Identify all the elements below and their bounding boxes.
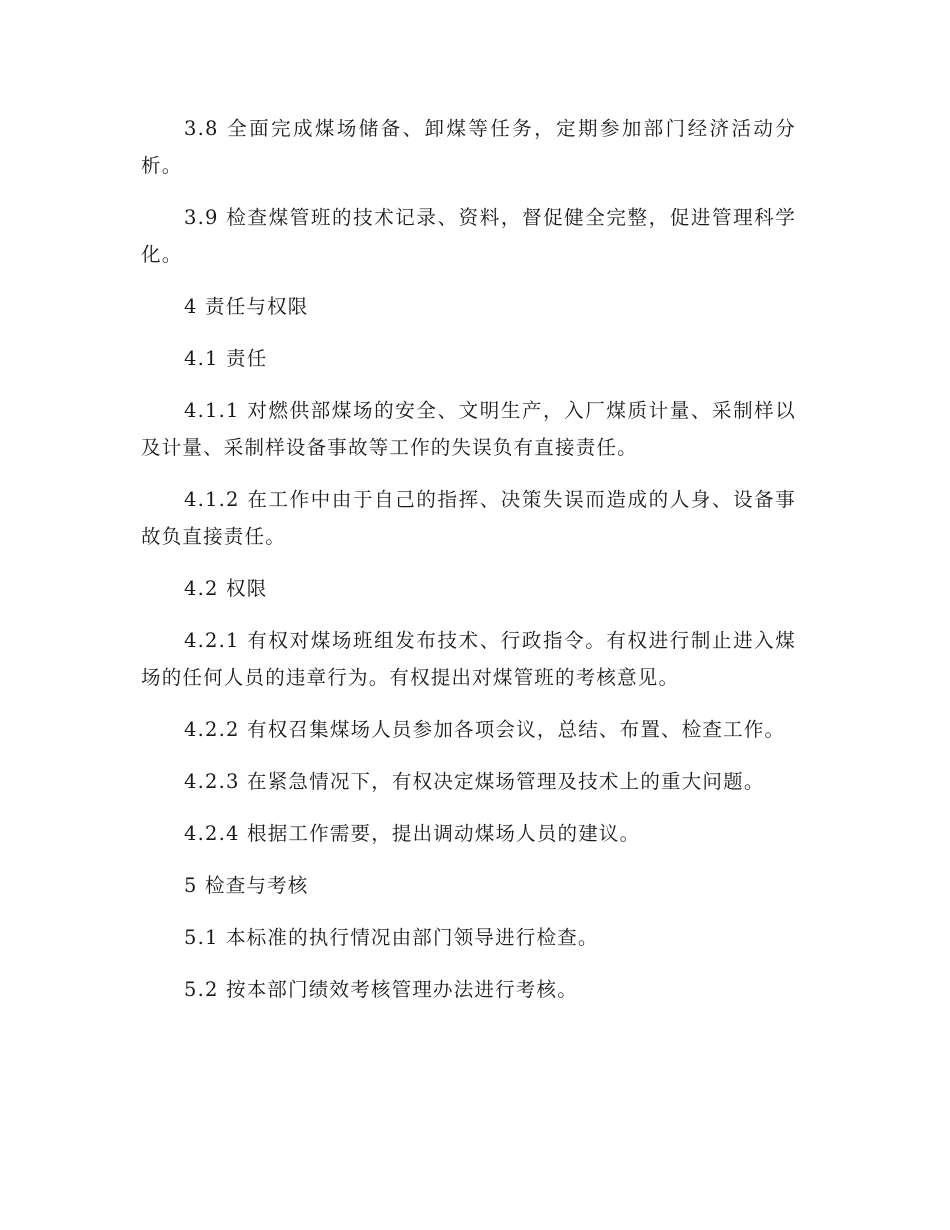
paragraph-5-2: 5.2 按本部门绩效考核管理办法进行考核。: [184, 978, 578, 1001]
subsection-heading-4-1: 4.1 责任: [184, 347, 268, 370]
paragraph-4-2-1: 4.2.1 有权对煤场班组发布技术、行政指令。有权进行制止进入煤场的任何人员的违章行为。有权提出对煤管班的考核意见。: [141, 629, 796, 689]
paragraph-3-8: 3.8 全面完成煤场储备、卸煤等任务，定期参加部门经济活动分析。: [141, 117, 796, 177]
paragraph-4-1-2: 4.1.2 在工作中由于自己的指挥、决策失误而造成的人身、设备事故负直接责任。: [141, 488, 796, 548]
document-body: [141, 110, 796, 1023]
paragraph-4-1-1: 4.1.1 对燃供部煤场的安全、文明生产，入厂煤质计量、采制样以及计量、采制样设备事故等工作的失误负有直接责任。: [141, 399, 796, 459]
paragraph-4-2-4: 4.2.4 根据工作需要，提出调动煤场人员的建议。: [184, 822, 641, 845]
subsection-heading-4-2: 4.2 权限: [184, 577, 268, 600]
section-heading-4: 4 责任与权限: [184, 295, 309, 318]
paragraph-4-2-3: 4.2.3 在紧急情况下，有权决定煤场管理及技术上的重大问题。: [184, 770, 765, 793]
paragraph-3-9: 3.9 检查煤管班的技术记录、资料，督促健全完整，促进管理科学化。: [141, 206, 796, 266]
paragraph-5-1: 5.1 本标准的执行情况由部门领导进行检查。: [184, 926, 599, 949]
paragraph-4-2-2: 4.2.2 有权召集煤场人员参加各项会议，总结、布置、检查工作。: [184, 718, 786, 741]
section-heading-5: 5 检查与考核: [184, 874, 309, 897]
